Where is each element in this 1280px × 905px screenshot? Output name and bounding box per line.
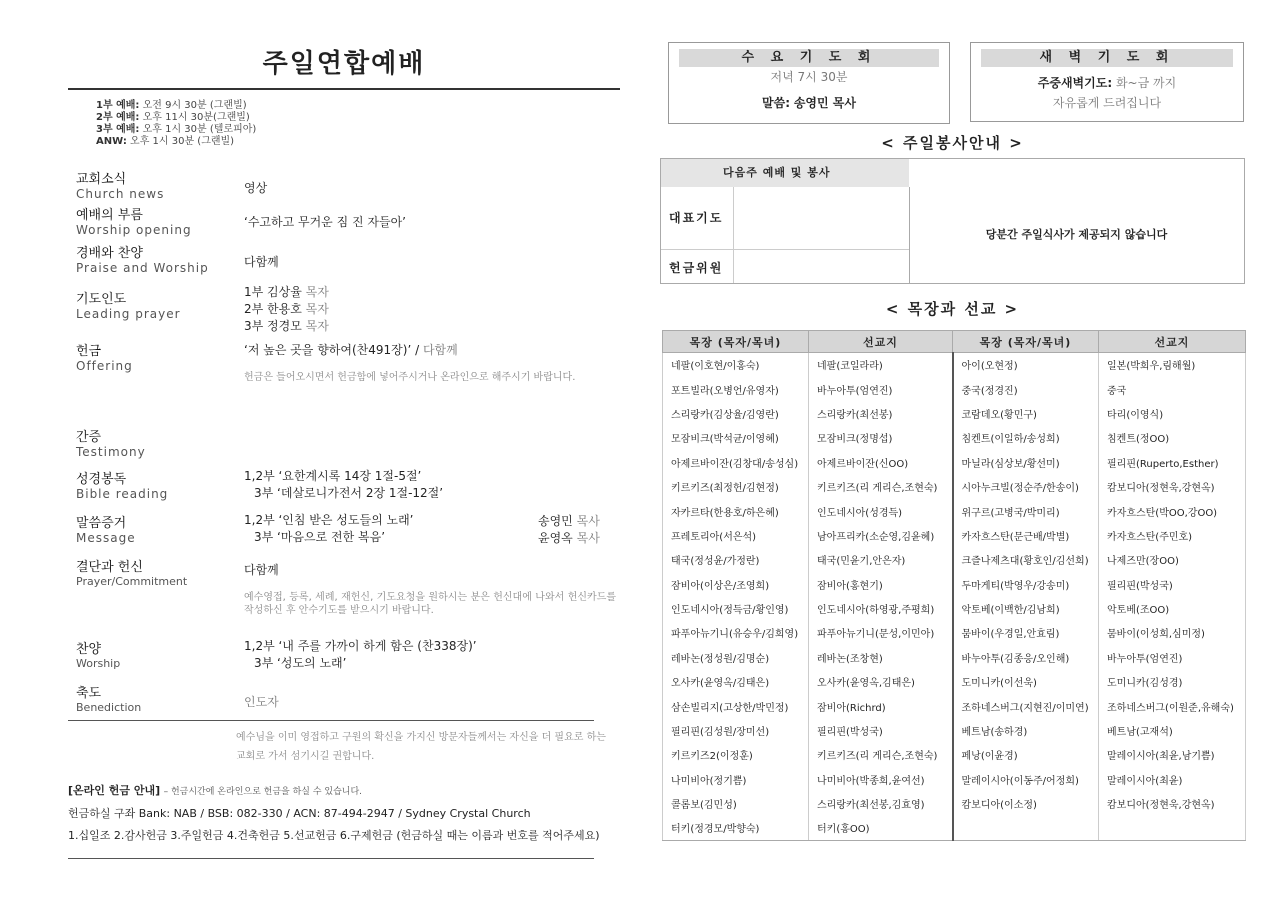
order-offering: 헌금 Offering ‘저 높은 곳을 향하여(찬491장)’ / 다함께 헌금은 들어오시면서 헌금함에 넣어주시거나 온라인으로 해주시기 바랍니다. <box>76 344 616 373</box>
mission-table <box>662 330 1246 841</box>
table-cell: 베트남(고재석) <box>1099 718 1246 742</box>
table-cell: 키르키즈(리 게리슨,조현숙) <box>809 474 953 498</box>
table-cell: 카자흐스탄(박OO,강OO) <box>1099 499 1246 523</box>
table-cell: 나미비아(박종희,윤여선) <box>809 767 953 791</box>
mission-section-title: < 목장과 선교 > <box>885 300 1020 318</box>
table-cell: 마닐라(심상보/황선미) <box>953 450 1099 474</box>
table-cell: 필리핀(김성원/장미선) <box>663 718 809 742</box>
table-cell: 조하네스버그(지현진/이미연) <box>953 694 1099 718</box>
table-cell: 카자흐스탄(문근배/박별) <box>953 523 1099 547</box>
table-cell: 크즐나제츠대(황호인/김선희) <box>953 548 1099 572</box>
table-row <box>663 767 1246 791</box>
table-cell: 잠비아(Richrd) <box>809 694 953 718</box>
table-row <box>663 596 1246 620</box>
table-cell: 키르키즈2(이정훈) <box>663 743 809 767</box>
service-row-prayer: 대표기도 <box>669 211 724 225</box>
table-row <box>663 426 1246 450</box>
order-hymn: 찬양 Worship 1,2부 ‘내 주를 가까이 하게 함은 (찬338장)’ 3부 ‘성도의 노래’ <box>76 639 477 670</box>
table-cell: 태국(민윤기,안은자) <box>809 548 953 572</box>
table-cell: 네팔(코일라라) <box>809 353 953 377</box>
table-cell: 바누아투(김종응/오인해) <box>953 645 1099 669</box>
dawn-prayer-box <box>970 42 1244 122</box>
table-cell: 도미니카(이선욱) <box>953 670 1099 694</box>
table-cell: 인도네시아(정득금/황인영) <box>663 596 809 620</box>
table-cell: 삼손빌리지(고상한/박민정) <box>663 694 809 718</box>
table-cell: 잠비아(홍현기) <box>809 572 953 596</box>
table-row <box>663 353 1246 377</box>
table-cell: 바누아투(엄연진) <box>1099 645 1246 669</box>
table-cell: 태국(정성윤/가정란) <box>663 548 809 572</box>
table-cell: 침켄트(정OO) <box>1099 426 1246 450</box>
table-cell: 바누아투(엄연진) <box>809 377 953 401</box>
service-section-title: < 주일봉사안내 > <box>881 134 1024 152</box>
table-cell: 파푸아뉴기니(유승우/김희영) <box>663 621 809 645</box>
table-row <box>663 401 1246 425</box>
header-cell: 목장 (목자/목녀) <box>953 331 1099 353</box>
table-cell: 도미니카(김성경) <box>1099 670 1246 694</box>
table-cell: 베트남(송하경) <box>953 718 1099 742</box>
offering-kinds: 1.십일조 2.감사헌금 3.주일헌금 4.건축헌금 5.선교헌금 6.구제헌금 (헌금하실 때는 이름과 번호를 적어주세요) <box>68 829 600 842</box>
title-divider <box>68 88 620 90</box>
table-row <box>663 474 1246 498</box>
table-cell: 레바논(조창현) <box>809 645 953 669</box>
table-row <box>663 694 1246 718</box>
table-cell: 중국 <box>1099 377 1246 401</box>
table-cell: 아제르바이잔(김창대/송성심) <box>663 450 809 474</box>
table-cell: 시아누크빌(정순주/한송이) <box>953 474 1099 498</box>
table-row <box>663 670 1246 694</box>
table-cell: 나제즈만(장OO) <box>1099 548 1246 572</box>
preacher-2: 윤영옥 목사 <box>538 531 600 545</box>
header-cell: 선교지 <box>809 331 953 353</box>
service-time-2: 2부 예배: 오후 11시 30분(그랜빌) <box>96 112 250 123</box>
service-time-3: 3부 예배: 오후 1시 30분 (텔로피아) <box>96 124 257 135</box>
dawn-note: 자유롭게 드려집니다 <box>1052 96 1162 110</box>
table-cell: 아제르바이잔(신OO) <box>809 450 953 474</box>
table-cell: 레바논(정성원/김명순) <box>663 645 809 669</box>
table-cell <box>1099 816 1246 840</box>
table-row <box>663 816 1246 840</box>
table-cell: 스리랑카(김상율/김영란) <box>663 401 809 425</box>
table-cell: 스리랑카(최선봉,김효영) <box>809 792 953 816</box>
table-row <box>663 450 1246 474</box>
wednesday-prayer-box <box>668 42 950 124</box>
table-cell: 카자흐스탄(주민호) <box>1099 523 1246 547</box>
mission-table-header <box>663 331 1246 353</box>
wednesday-title: 수 요 기 도 회 <box>679 49 939 67</box>
table-cell: 터키(정경모/박향숙) <box>663 816 809 840</box>
table-cell: 자카르타(한용호/하은혜) <box>663 499 809 523</box>
table-cell: 남아프리카(소순영,김윤혜) <box>809 523 953 547</box>
table-cell: 인도네시아(성경득) <box>809 499 953 523</box>
table-row <box>663 572 1246 596</box>
service-time-anw: ANW: 오후 1시 30분 (그랜빌) <box>96 136 235 147</box>
table-cell: 아이(오현정) <box>953 353 1099 377</box>
header-cell: 목장 (목자/목녀) <box>663 331 809 353</box>
table-cell: 인도네시아(하영광,주평희) <box>809 596 953 620</box>
prayer-leaders: 1부 김상율 목자 2부 한용호 목자 3부 정경모 목자 <box>244 285 329 333</box>
table-cell: 포트빌라(오병언/유영자) <box>663 377 809 401</box>
order-testimony: 간증 Testimony <box>76 430 146 459</box>
order-worship-opening: 예배의 부름 Worship opening ‘수고하고 무거운 짐 진 자들아’ <box>76 208 406 237</box>
order-church-news: 교회소식 Church news 영상 <box>76 172 268 201</box>
table-cell: 프레토리아(서은석) <box>663 523 809 547</box>
table-cell: 콜롬보(김민성) <box>663 792 809 816</box>
table-cell: 위구르(고병국/박미리) <box>953 499 1099 523</box>
table-cell: 뭄바이(이성희,심미정) <box>1099 621 1246 645</box>
online-account: 헌금하실 구좌 Bank: NAB / BSB: 082-330 / ACN: 87-494-2947 / Sydney Crystal Church <box>68 807 531 820</box>
table-cell: 터키(홍OO) <box>809 816 953 840</box>
table-cell: 스리랑카(최선봉) <box>809 401 953 425</box>
online-offering-head: [온라인 헌금 안내] – 헌금시간에 온라인으로 헌금을 하실 수 있습니다. <box>68 784 363 797</box>
table-cell: 뭄바이(우경일,안효림) <box>953 621 1099 645</box>
table-cell: 말레이시아(이동주/어정희) <box>953 767 1099 791</box>
table-cell: 악토베(이백한/김남희) <box>953 596 1099 620</box>
service-table <box>660 158 1245 284</box>
table-cell: 일본(박희우,림해월) <box>1099 353 1246 377</box>
table-cell: 모잠비크(정명섭) <box>809 426 953 450</box>
table-row <box>663 743 1246 767</box>
closing-note: 예수님을 이미 영접하고 구원의 확신을 가지신 방문자들께서는 자신을 더 필요로 하는 교회로 가서 섬기시길 권합니다. <box>236 732 606 762</box>
closing-divider <box>68 720 594 721</box>
table-row <box>663 523 1246 547</box>
table-cell: 캄보디아(정현욱,강현옥) <box>1099 474 1246 498</box>
table-row <box>663 718 1246 742</box>
table-row <box>663 377 1246 401</box>
table-cell: 악토베(조OO) <box>1099 596 1246 620</box>
table-cell: 키르키즈(최정헌/김현정) <box>663 474 809 498</box>
table-cell: 중국(정경진) <box>953 377 1099 401</box>
table-cell: 말레이시아(최윤) <box>1099 767 1246 791</box>
table-row <box>663 548 1246 572</box>
table-cell: 페낭(이윤경) <box>953 743 1099 767</box>
table-cell: 침켄트(이일하/송성희) <box>953 426 1099 450</box>
offering-note: 헌금은 들어오시면서 헌금함에 넣어주시거나 온라인으로 해주시기 바랍니다. <box>244 372 576 383</box>
service-row-offering: 헌금위원 <box>669 261 724 275</box>
table-cell: 파푸아뉴기니(문성,이민아) <box>809 621 953 645</box>
table-cell: 오사카(윤영옥/김태은) <box>663 670 809 694</box>
service-col-divider <box>733 187 734 283</box>
online-divider <box>68 858 594 859</box>
table-cell: 조하네스버그(이원준,유해숙) <box>1099 694 1246 718</box>
table-cell: 말레이시아(최윤,남기쁨) <box>1099 743 1246 767</box>
table-row <box>663 645 1246 669</box>
bulletin-title: 주일연합예배 <box>262 49 426 79</box>
preacher-1: 송영민 목사 <box>538 514 600 528</box>
table-cell: 캄보디아(정현욱,강현옥) <box>1099 792 1246 816</box>
service-row-divider <box>661 249 909 250</box>
table-cell: 잠비아(이상은/조영희) <box>663 572 809 596</box>
dawn-days: 주중새벽기도: 화~금 까지 <box>1037 76 1177 90</box>
table-cell: 키르키즈(리 게리슨,조현숙) <box>809 743 953 767</box>
table-cell: 나미비아(정기쁨) <box>663 767 809 791</box>
table-cell: 두마게티(박영우/강송미) <box>953 572 1099 596</box>
meal-notice: 당분간 주일식사가 제공되지 않습니다 <box>985 228 1168 241</box>
table-row <box>663 499 1246 523</box>
table-cell: 오사카(윤영옥,김태은) <box>809 670 953 694</box>
wednesday-speaker: 말씀: 송영민 목사 <box>762 96 856 110</box>
table-cell: 타리(이영식) <box>1099 401 1246 425</box>
table-cell: 필리핀(박성국) <box>1099 572 1246 596</box>
table-cell: 모잠비크(박석균/이영혜) <box>663 426 809 450</box>
online-offering <box>68 780 620 847</box>
service-table-head: 다음주 예배 및 봉사 <box>661 159 909 187</box>
wednesday-time: 저녁 7시 30분 <box>770 70 848 84</box>
service-times <box>96 100 620 148</box>
dawn-title: 새 벽 기 도 회 <box>981 49 1233 67</box>
table-cell: 네팔(이호현/이홍숙) <box>663 353 809 377</box>
table-cell: 코람데오(황민구) <box>953 401 1099 425</box>
left-page <box>68 40 620 870</box>
table-cell: 필리핀(박성국) <box>809 718 953 742</box>
table-cell: 캄보디아(이소정) <box>953 792 1099 816</box>
dedication-note: 예수영접, 등록, 세례, 재헌신, 기도요청을 원하시는 분은 헌신대에 나와서 헌신카드를 작성하신 후 안수기도를 받으시기 바랍니다. <box>244 592 616 616</box>
table-cell <box>953 816 1099 840</box>
header-cell: 선교지 <box>1099 331 1246 353</box>
order-dedication: 결단과 헌신 Prayer/Commitment 다함께 예수영접, 등록, 세례, 재헌신, 기도요청을 원하시는 분은 헌신대에 나와서 헌신카드를 작성하신 후 안수기도를 받으시기 바랍니다. <box>76 560 616 616</box>
order-praise: 경배와 찬양 Praise and Worship 다함께 <box>76 246 279 275</box>
order-message: 말씀증거 Message 1,2부 ‘인침 받은 성도들의 노래’ 3부 ‘마음으로 전한 복음’ 송영민 목사 윤영옥 목사 <box>76 513 600 545</box>
order-benediction: 축도 Benediction 인도자 <box>76 686 279 714</box>
table-cell: 필리핀(Ruperto,Esther) <box>1099 450 1246 474</box>
table-row <box>663 792 1246 816</box>
service-time-1: 1부 예배: 오전 9시 30분 (그랜빌) <box>96 100 247 111</box>
table-row <box>663 621 1246 645</box>
order-bible-reading: 성경봉독 Bible reading 1,2부 ‘요한계시록 14장 1절-5절’ 3부 ‘데살로니가전서 2장 1절-12절’ <box>76 469 444 501</box>
order-leading-prayer: 기도인도 Leading prayer 1부 김상율 목자 2부 한용호 목자 3부 정경모 목자 <box>76 285 329 333</box>
